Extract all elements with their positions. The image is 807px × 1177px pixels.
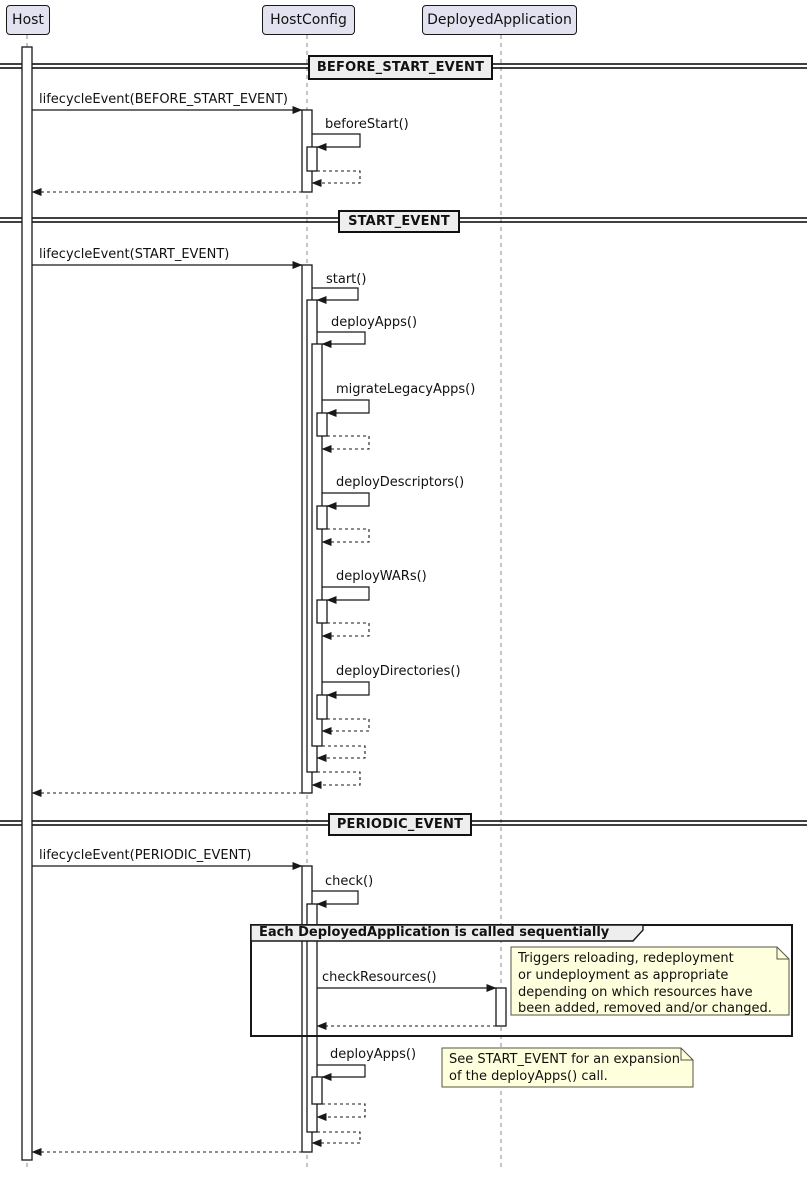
arrow-deploywars-call [322,587,369,600]
arrow-beforestart-call [312,134,360,147]
participant-host [6,5,50,35]
arrow-deploydescriptors-call [322,493,369,506]
divider-before-start-event [308,55,493,80]
note-line: of the deployApps() call. [449,1068,608,1084]
participant-hostconfig-label: HostConfig [270,12,347,28]
divider-start-event [338,210,460,233]
hostconfig-activation-deploydirectories [317,695,327,719]
message-start: start() [326,272,367,287]
divider-periodic-event-label: PERIODIC_EVENT [336,817,464,832]
message-deployapps-periodic: deployApps() [330,1047,417,1062]
message-migratelegacyapps: migrateLegacyApps() [336,382,476,397]
message-deploywars: deployWARs() [336,569,427,584]
participant-deployedapplication [422,5,577,35]
arrow-migratelegacyapps-call [322,400,369,413]
divider-start-event-label: START_EVENT [348,214,450,229]
message-lifecycle-periodic: lifecycleEvent(PERIODIC_EVENT) [39,848,252,863]
message-lifecycle-before-start: lifecycleEvent(BEFORE_START_EVENT) [39,92,288,107]
arrow-deploydirectories-return [322,719,369,731]
message-deploydescriptors: deployDescriptors() [336,475,465,490]
hostconfig-activation-deploywars [317,600,327,623]
note-line: or undeployment as appropriate [518,967,729,983]
message-lifecycle-start: lifecycleEvent(START_EVENT) [39,247,230,262]
note-line: See START_EVENT for an expansion [449,1052,680,1067]
note-line: depending on which resources have [518,984,753,1000]
message-beforestart: beforeStart() [325,117,409,132]
arrow-deployapps-return [317,746,365,758]
divider-before-start-event-label: BEFORE_START_EVENT [316,60,485,75]
message-checkresources: checkResources() [322,970,437,985]
arrow-deploywars-return [322,623,369,636]
participant-host-label: Host [12,12,44,28]
message-deployapps: deployApps() [331,315,418,330]
participant-hostconfig [262,5,355,35]
note-checkresources-text [518,951,772,1018]
arrow-start-call [312,288,358,300]
hostconfig-activation-deployapps [312,344,322,746]
hostconfig-activation-beforestart-call [307,147,317,171]
note-line: been added, removed and/or changed. [518,1001,772,1017]
arrow-start-return [312,772,360,785]
arrow-deployapps-periodic-call [317,1065,365,1077]
participant-deployedapplication-label: DeployedApplication [427,12,572,28]
hostconfig-activation-deploydescriptors [317,506,327,529]
group-header-label: Each DeployedApplication is called sequentially [259,925,610,940]
arrow-deploydescriptors-return [322,529,369,542]
arrow-check-call [312,891,358,904]
note-line: Triggers reloading, redeployment [518,951,734,966]
arrow-deployapps-periodic-return [317,1104,365,1117]
arrow-deploydirectories-call [322,682,369,695]
deployedapplication-activation-checkresources [496,988,506,1026]
hostconfig-activation-migratelegacyapps [317,413,327,436]
arrow-migratelegacyapps-return [322,436,369,449]
host-activation-bar [22,47,32,1160]
hostconfig-activation-deployapps-periodic [312,1077,322,1104]
message-check: check() [325,874,374,889]
divider-periodic-event [328,813,472,836]
arrow-deployapps-call [317,332,365,344]
message-deploydirectories: deployDirectories() [336,664,461,679]
note-deployapps-text [449,1052,680,1086]
arrow-check-return [312,1132,360,1143]
arrow-beforestart-return [312,171,360,183]
